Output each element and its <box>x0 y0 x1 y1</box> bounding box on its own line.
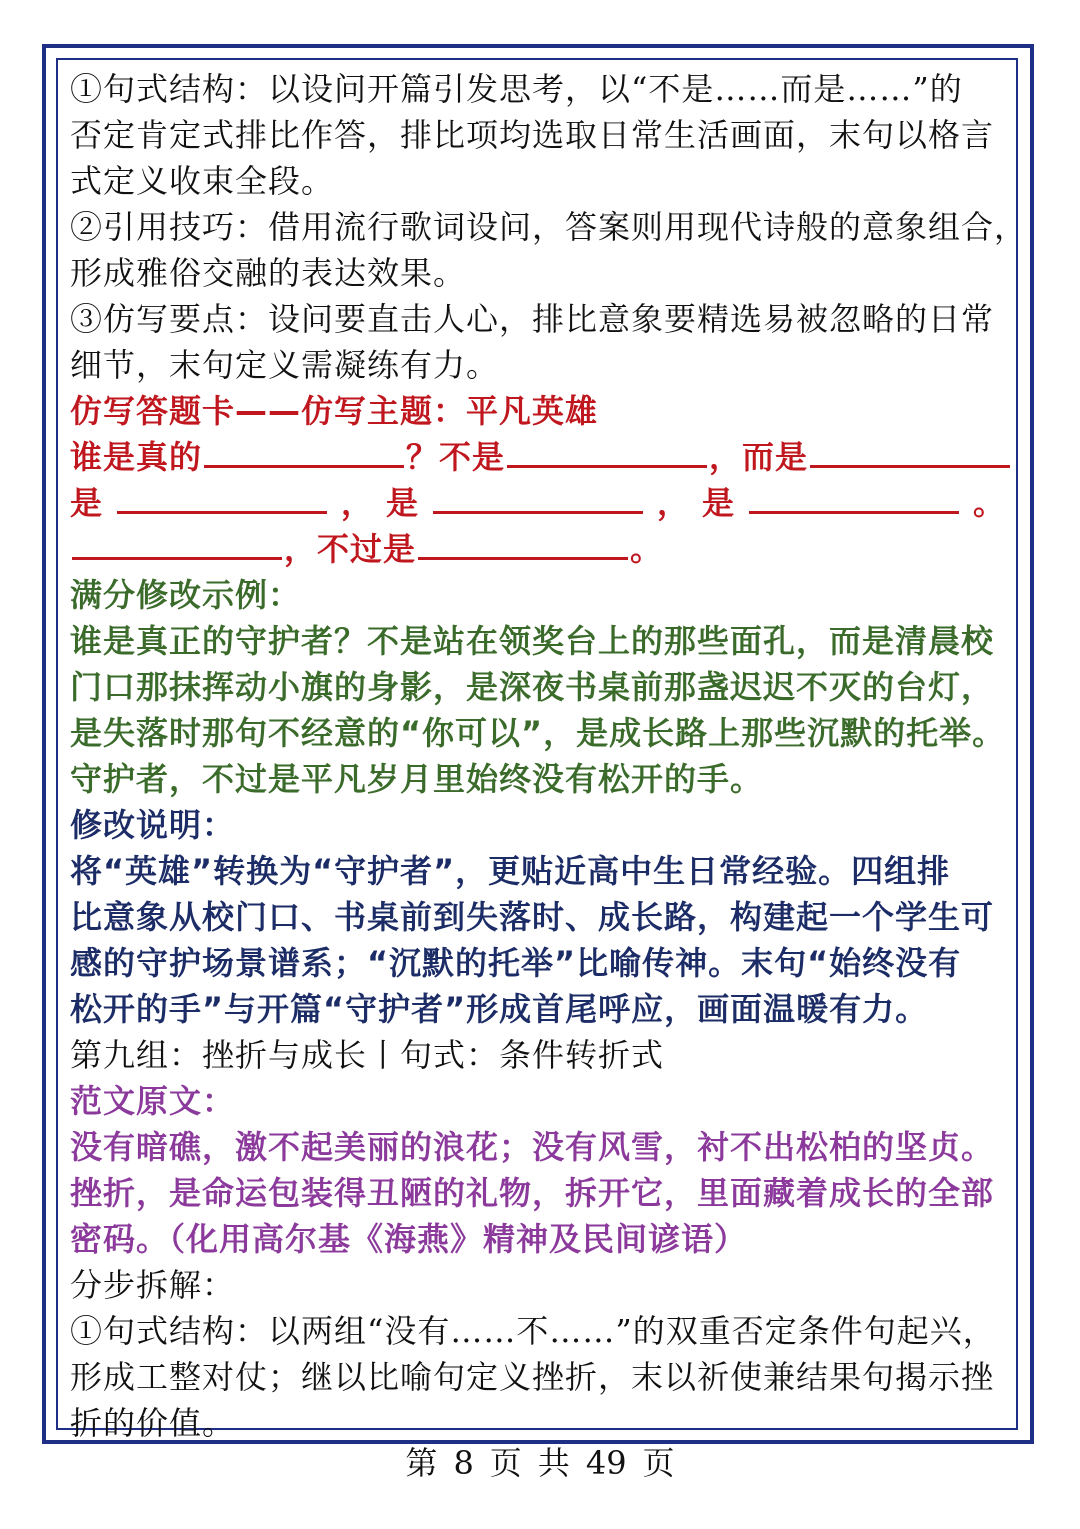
imitation-points-line-2: 细节，末句定义需凝练有力。 <box>70 346 500 384</box>
answer-card-row2-shi-2: 是 <box>385 484 419 522</box>
answer-card-row-3 <box>70 526 1010 572</box>
answer-card-row1-mid: ？不是 <box>406 438 506 476</box>
original-text-line-2: 挫折，是命运包装得丑陋的礼物，拆开它，里面藏着成长的全部 <box>70 1174 995 1212</box>
explanation-line-1: 将“英雄”转换为“守护者”，更贴近高中生日常经验。四组排 <box>70 852 951 890</box>
group9-structure-line-2: 形成工整对仗；继以比喻句定义挫折，末以祈使兼结果句揭示挫 <box>70 1358 995 1396</box>
answer-card-row1-prefix: 谁是真的 <box>70 438 203 476</box>
quote-technique-line-2: 形成雅俗交融的表达效果。 <box>70 254 467 292</box>
page-frame <box>42 44 1034 1444</box>
answer-card-row3-period: 。 <box>630 530 664 568</box>
footer-label-ye: 页 <box>489 1444 522 1482</box>
answer-blank[interactable] <box>507 435 707 468</box>
answer-blank[interactable] <box>204 435 404 468</box>
imitation-points-line-1: ③仿写要点：设问要直击人心，排比意象要精选易被忽略的日常 <box>70 300 995 338</box>
answer-card-row-2 <box>70 480 1010 526</box>
footer-label-di: 第 <box>405 1444 438 1482</box>
page-number: 8 <box>453 1444 474 1482</box>
answer-blank[interactable] <box>418 527 628 560</box>
total-pages: 49 <box>585 1444 627 1482</box>
footer-label-gong: 共 <box>537 1444 570 1482</box>
footer-label-ye-2: 页 <box>642 1444 675 1482</box>
structure-line-2: 否定肯定式排比作答，排比项均选取日常生活画面，末句以格言 <box>70 116 995 154</box>
group9-structure-line-3: 折的价值。 <box>70 1404 236 1442</box>
answer-blank[interactable] <box>72 527 282 560</box>
answer-card-row2-shi-1: 是 <box>70 484 104 522</box>
group9-title: 第九组：挫折与成长丨句式：条件转折式 <box>70 1036 665 1074</box>
explanation-line-4: 松开的手”与开篇“守护者”形成首尾呼应，画面温暖有力。 <box>70 990 929 1028</box>
example-line-3: 是失落时那句不经意的“你可以”，是成长路上那些沉默的托举。 <box>70 714 1006 752</box>
page-inner-border <box>56 58 1028 1442</box>
answer-card-title: 仿写答题卡——仿写主题：平凡英雄 <box>70 392 599 430</box>
explanation-line-2: 比意象从校门口、书桌前到失落时、成长路，构建起一个学生可 <box>70 898 995 936</box>
answer-blank[interactable] <box>749 481 959 514</box>
page-footer <box>0 1440 1080 1486</box>
answer-blank[interactable] <box>810 435 1010 468</box>
answer-blank[interactable] <box>433 481 643 514</box>
answer-blank[interactable] <box>117 481 327 514</box>
answer-card-row2-comma-2: ， <box>656 484 690 522</box>
answer-card-row1-suffix: ，而是 <box>709 438 809 476</box>
page-content <box>70 66 1028 1446</box>
group9-structure-line-1: ①句式结构：以两组“没有……不……”的双重否定条件句起兴， <box>70 1312 996 1350</box>
structure-line-3: 式定义收束全段。 <box>70 162 335 200</box>
explanation-line-3: 感的守护场景谱系；“沉默的托举”比喻传神。末句“始终没有 <box>70 944 962 982</box>
structure-line-1: ①句式结构：以设问开篇引发思考，以“不是……而是……”的 <box>70 70 963 108</box>
example-line-1: 谁是真正的守护者？不是站在领奖台上的那些面孔，而是清晨校 <box>70 622 995 660</box>
step-breakdown-heading: 分步拆解： <box>70 1266 236 1304</box>
answer-card-row3-mid: ，不过是 <box>284 530 417 568</box>
original-text-line-3: 密码。（化用高尔基《海燕》精神及民间谚语） <box>70 1220 748 1258</box>
original-text-line-1: 没有暗礁，激不起美丽的浪花；没有风雪，衬不出松柏的坚贞。 <box>70 1128 995 1166</box>
explanation-heading: 修改说明： <box>70 806 236 844</box>
answer-card-row-1 <box>70 434 1010 480</box>
answer-card-row2-period: 。 <box>972 484 1006 522</box>
answer-card-row2-shi-3: 是 <box>701 484 735 522</box>
example-line-2: 门口那抹挥动小旗的身影，是深夜书桌前那盏迟迟不灭的台灯， <box>70 668 995 706</box>
example-heading: 满分修改示例： <box>70 576 302 614</box>
answer-card-row2-comma-1: ， <box>340 484 374 522</box>
original-text-heading: 范文原文： <box>70 1082 236 1120</box>
example-line-4: 守护者，不过是平凡岁月里始终没有松开的手。 <box>70 760 764 798</box>
quote-technique-line-1: ②引用技巧：借用流行歌词设问，答案则用现代诗般的意象组合， <box>70 208 1028 246</box>
